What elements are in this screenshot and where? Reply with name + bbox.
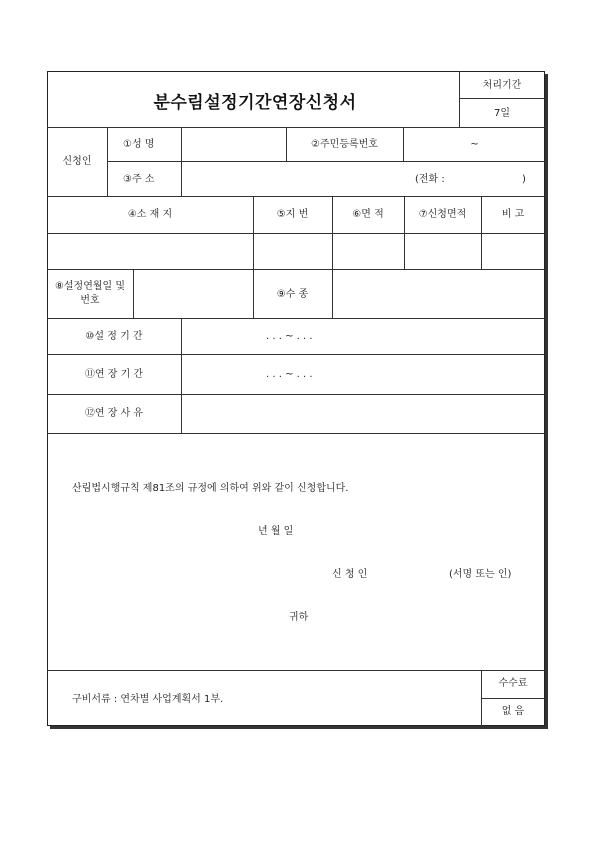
form-shadow-bottom xyxy=(50,726,548,729)
setup-date-label-line2: 번호 xyxy=(80,295,100,306)
row-line xyxy=(47,394,545,395)
remarks-header: 비 고 xyxy=(501,209,525,220)
attachments-text: 구비서류 : 연차별 사업계획서 1부. xyxy=(72,694,224,705)
row-line xyxy=(47,670,545,671)
row-line xyxy=(47,233,545,234)
col-line xyxy=(181,318,182,433)
extension-period-label: ⑪연 장 기 간 xyxy=(84,369,144,380)
row-line xyxy=(47,318,545,319)
row-line xyxy=(47,196,545,197)
setup-date-label-line1: ⑧설정연월일 및 xyxy=(54,281,126,292)
setup-period-label: ⑩설 정 기 간 xyxy=(85,331,143,342)
extension-reason-label: ⑫연 장 사 유 xyxy=(84,408,144,419)
species-label: ⑨수 종 xyxy=(276,289,309,300)
addressee: 귀하 xyxy=(289,612,309,623)
col-line xyxy=(107,127,108,196)
name-label: ①성 명 xyxy=(123,139,155,150)
row-line xyxy=(47,127,545,128)
extension-period-value[interactable]: . . . ~ . . . xyxy=(266,369,313,380)
address-label: ③주 소 xyxy=(123,174,155,185)
phone-close: ) xyxy=(522,174,526,185)
col-line xyxy=(481,196,482,269)
row-line xyxy=(107,161,545,162)
applied-area-header: ⑦신청면적 xyxy=(418,209,467,220)
col-line xyxy=(332,196,333,269)
application-form xyxy=(47,71,545,726)
resident-number-field[interactable]: ~ xyxy=(470,139,479,150)
date-line: 년 월 일 xyxy=(258,526,294,537)
fee-value: 없 음 xyxy=(501,706,525,717)
resident-number-label: ②주민등록번호 xyxy=(311,139,378,150)
signer-label: 신 청 인 xyxy=(332,569,368,580)
phone-label: (전화 : xyxy=(415,174,445,185)
row-line xyxy=(481,698,545,699)
row-line xyxy=(47,269,545,270)
processing-period-label: 처리기간 xyxy=(482,80,522,91)
processing-period-value: 7일 xyxy=(493,108,511,119)
name-field[interactable] xyxy=(182,128,286,161)
area-header: ⑥면 적 xyxy=(352,209,384,220)
fee-label: 수수료 xyxy=(498,678,528,689)
divider xyxy=(459,98,545,99)
col-line xyxy=(133,269,134,318)
statement-text: 산림법시행규칙 제81조의 규정에 의하여 위와 같이 신청합니다. xyxy=(72,483,349,494)
signer-note: (서명 또는 인) xyxy=(449,569,512,580)
row-line xyxy=(47,354,545,355)
location-header: ④소 재 지 xyxy=(127,209,173,220)
row-line xyxy=(47,433,545,434)
form-shadow-right xyxy=(545,74,548,729)
applicant-group-label: 신청인 xyxy=(62,156,92,167)
form-title: 분수림설정기간연장신청서 xyxy=(153,93,357,113)
lot-number-header: ⑤지 번 xyxy=(276,209,309,220)
col-line xyxy=(404,196,405,269)
setup-period-value[interactable]: . . . ~ . . . xyxy=(266,331,313,342)
col-line xyxy=(332,269,333,318)
